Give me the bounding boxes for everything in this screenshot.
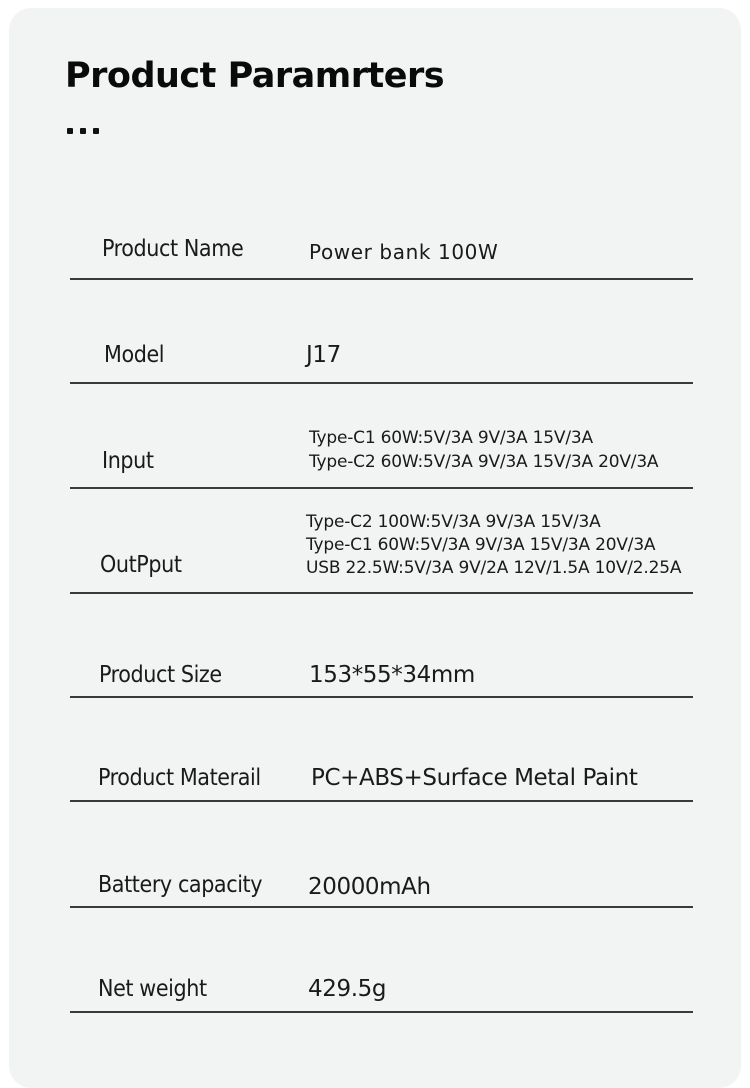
- param-value-line: Type-C2 60W:5V/3A 9V/3A 15V/3A 20V/3A: [309, 452, 659, 472]
- param-row-product-size: [70, 650, 693, 698]
- page-title: Product Paramrters: [65, 56, 445, 96]
- param-label: Net weight: [98, 976, 207, 1002]
- param-row-battery-capacity: [70, 860, 693, 908]
- param-value-line: Type-C2 100W:5V/3A 9V/3A 15V/3A: [306, 512, 601, 532]
- param-label: OutPput: [100, 552, 182, 578]
- param-value-line: USB 22.5W:5V/3A 9V/2A 12V/1.5A 10V/2.25A: [306, 558, 682, 578]
- param-row-model: [70, 330, 693, 384]
- param-value: J17: [306, 342, 341, 368]
- param-value: Power bank 100W: [309, 240, 499, 264]
- param-value: PC+ABS+Surface Metal Paint: [311, 765, 638, 791]
- dot-icon: [67, 128, 73, 134]
- param-row-net-weight: [70, 964, 693, 1013]
- param-value: 429.5g: [308, 976, 387, 1002]
- param-label: Product Materail: [98, 765, 261, 791]
- param-value: 153*55*34mm: [309, 662, 475, 688]
- param-row-input: [70, 422, 693, 489]
- ellipsis-decoration: [67, 128, 99, 134]
- param-row-output: [70, 508, 693, 594]
- param-value-line: Type-C1 60W:5V/3A 9V/3A 15V/3A: [309, 428, 593, 448]
- param-value-line: Type-C1 60W:5V/3A 9V/3A 15V/3A 20V/3A: [306, 535, 656, 555]
- param-row-product-material: [70, 754, 693, 802]
- dot-icon: [93, 128, 99, 134]
- param-label: Model: [104, 342, 165, 368]
- param-value: 20000mAh: [308, 874, 431, 900]
- param-label: Battery capacity: [98, 872, 263, 898]
- param-label: Product Size: [99, 662, 222, 688]
- param-label: Input: [102, 448, 154, 474]
- param-row-product-name: [70, 228, 693, 280]
- dot-icon: [80, 128, 86, 134]
- param-label: Product Name: [102, 236, 244, 262]
